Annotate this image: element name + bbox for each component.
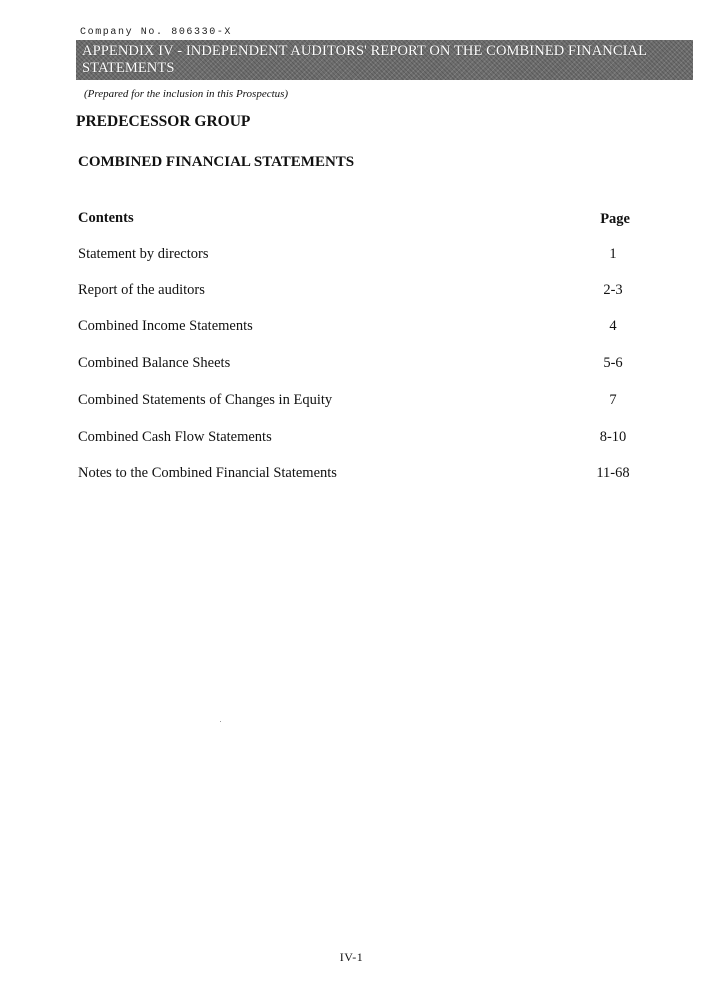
toc-item-page: 4 — [609, 318, 617, 334]
toc-item-title: Combined Cash Flow Statements — [78, 429, 272, 445]
contents-label: Contents — [78, 210, 134, 226]
group-title: PREDECESSOR GROUP — [76, 113, 251, 130]
banner-title-line-2: STATEMENTS — [82, 60, 175, 76]
toc-header — [78, 210, 636, 230]
toc-item-page: 8-10 — [599, 429, 627, 445]
toc-row — [78, 392, 636, 412]
toc-row — [78, 465, 636, 485]
appendix-banner — [76, 40, 693, 80]
toc-item-page: 5-6 — [603, 355, 623, 371]
toc-row — [78, 318, 636, 338]
footer-page-number: IV-1 — [339, 950, 364, 964]
toc-row — [78, 429, 636, 449]
toc-item-page: 11-68 — [596, 465, 630, 481]
toc-item-title: Combined Balance Sheets — [78, 355, 231, 371]
toc-row — [78, 355, 636, 375]
statements-title: COMBINED FINANCIAL STATEMENTS — [78, 154, 355, 170]
company-number: Company No. 806330-X — [80, 27, 233, 38]
toc-item-page: 2-3 — [603, 282, 623, 298]
banner-title-line-1: APPENDIX IV - INDEPENDENT AUDITORS' REPORT ON THE COMBINED FINANCIAL — [82, 43, 648, 59]
toc-item-title: Combined Statements of Changes in Equity — [78, 392, 333, 408]
toc-item-title: Report of the auditors — [78, 282, 205, 298]
toc-row — [78, 246, 636, 266]
page-label: Page — [600, 211, 630, 227]
scan-speck — [220, 721, 221, 722]
prepared-note: (Prepared for the inclusion in this Prospectus) — [84, 88, 289, 100]
toc-item-title: Statement by directors — [78, 246, 209, 262]
toc-item-page: 7 — [609, 392, 617, 408]
toc-item-title: Combined Income Statements — [78, 318, 253, 334]
toc-item-title: Notes to the Combined Financial Statements — [78, 465, 337, 481]
toc-item-page: 1 — [609, 246, 617, 262]
toc-row — [78, 282, 636, 302]
